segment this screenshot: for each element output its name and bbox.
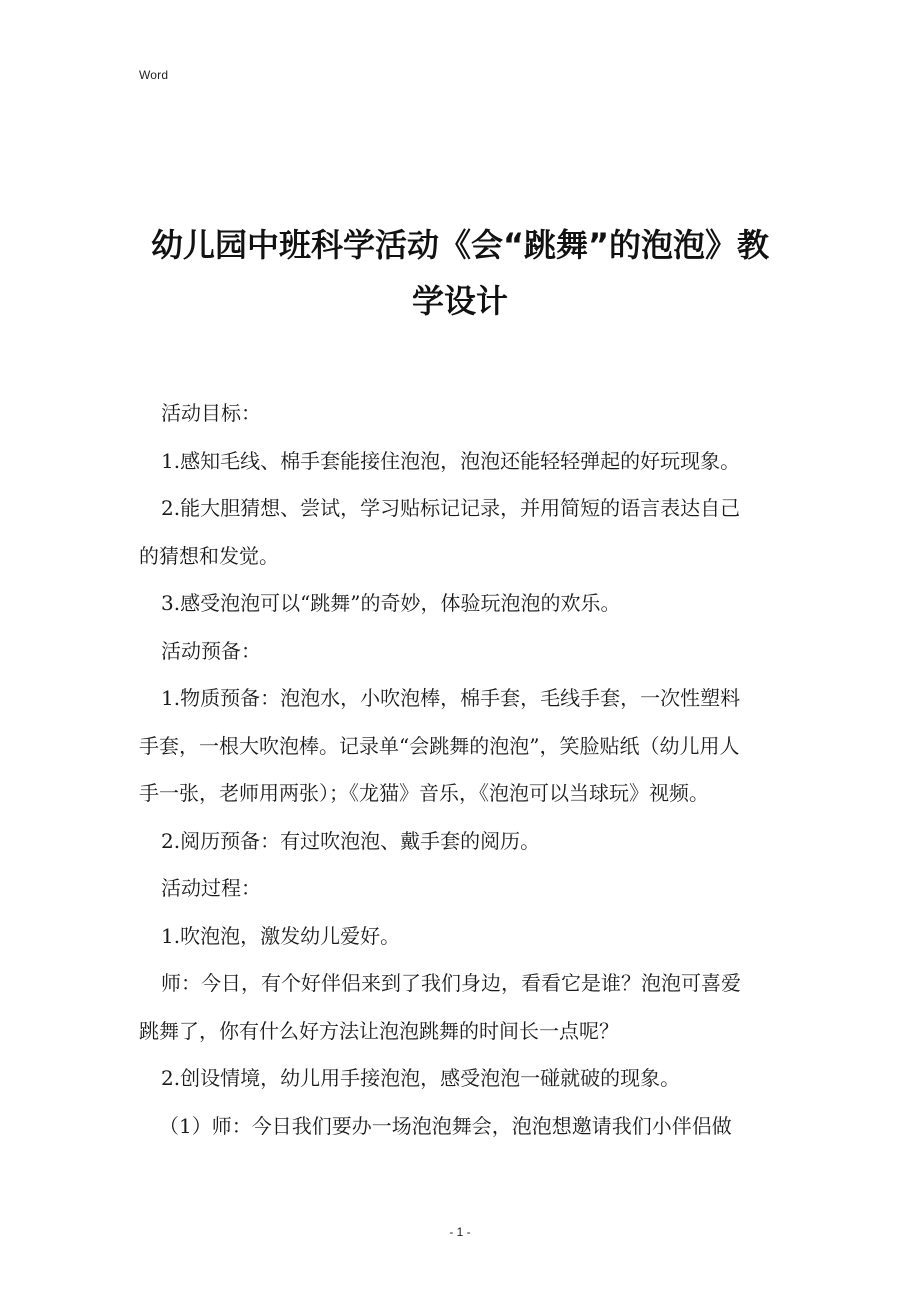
paragraph-line: 1.吹泡泡，激发幼儿爱好。 bbox=[161, 923, 401, 948]
page-header: Word bbox=[139, 68, 169, 82]
title-line-2: 学设计 bbox=[411, 282, 508, 321]
document-title bbox=[120, 217, 800, 329]
paragraph-line: 1.物质预备：泡泡水，小吹泡棒，棉手套，毛线手套，一次性塑料 bbox=[161, 686, 741, 710]
section-heading-preparation: 活动预备： bbox=[161, 638, 261, 663]
paragraph-line: 3.感受泡泡可以“跳舞”的奇妙，体验玩泡泡的欢乐。 bbox=[161, 591, 621, 615]
paragraph-line: 手套，一根大吹泡棒。记录单“会跳舞的泡泡”，笑脸贴纸（幼儿用人 bbox=[139, 733, 740, 758]
paragraph-line: 的猜想和发觉。 bbox=[139, 543, 279, 568]
paragraph-line: 1.感知毛线、棉手套能接住泡泡，泡泡还能轻轻弹起的好玩现象。 bbox=[161, 448, 741, 473]
paragraph-line: 2.创设情境，幼儿用手接泡泡，感受泡泡一碰就破的现象。 bbox=[161, 1066, 681, 1090]
paragraph-line: 2.能大胆猜想、尝试，学习贴标记记录，并用简短的语言表达自己 bbox=[161, 496, 741, 520]
paragraph-line: 跳舞了，你有什么好方法让泡泡跳舞的时间长一点呢？ bbox=[139, 1018, 619, 1043]
title-line-1: 幼儿园中班科学活动《会“跳舞”的泡泡》教 bbox=[150, 226, 770, 265]
paragraph-line: 手一张，老师用两张）；《龙猫》音乐，《泡泡可以当球玩》视频。 bbox=[139, 781, 709, 805]
section-heading-goals: 活动目标： bbox=[161, 401, 261, 425]
document-body bbox=[139, 390, 784, 1150]
paragraph-line: （1）师：今日我们要办一场泡泡舞会，泡泡想邀请我们小伴侣做 bbox=[159, 1113, 732, 1138]
page-number: - 1 - bbox=[449, 1225, 471, 1239]
paragraph-line: 2.阅历预备：有过吹泡泡、戴手套的阅历。 bbox=[161, 828, 541, 853]
section-heading-process: 活动过程： bbox=[161, 876, 261, 900]
paragraph-line: 师：今日，有个好伴侣来到了我们身边，看看它是谁？泡泡可喜爱 bbox=[161, 971, 741, 995]
